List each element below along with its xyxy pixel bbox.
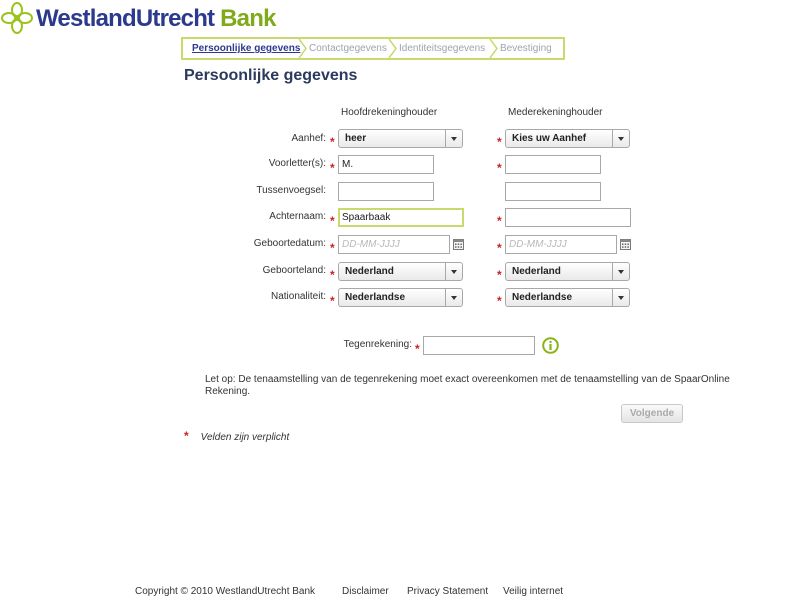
required-marker: *	[330, 135, 335, 149]
footer-privacy-link[interactable]: Privacy Statement	[407, 586, 489, 597]
achternaam-main-input[interactable]: Spaarbaak	[338, 208, 464, 227]
geboortedatum-co-placeholder: DD-MM-JJJJ	[509, 239, 567, 250]
tegenrekening-note: Let op: De tenaamstelling van de tegenrekening moet exact overeenkomen met de tenaamstelling van de SpaarOnline Rekening.	[205, 374, 730, 397]
calendar-icon[interactable]	[620, 239, 631, 250]
step-separator-icon	[297, 39, 307, 58]
required-marker: *	[330, 294, 335, 308]
step-persoonlijke-gegevens[interactable]: Persoonlijke gegevens	[192, 43, 301, 54]
required-marker: *	[497, 294, 502, 308]
geboortedatum-co-input[interactable]	[505, 235, 617, 254]
geboorteland-main-select[interactable]	[338, 262, 463, 281]
required-marker: *	[497, 161, 502, 175]
chevron-down-icon	[445, 289, 462, 306]
required-marker: *	[330, 268, 335, 282]
tussenvoegsel-main-input[interactable]	[338, 182, 434, 201]
chevron-down-icon	[445, 263, 462, 280]
nationaliteit-co-select[interactable]	[505, 288, 630, 307]
brand-logo[interactable]	[0, 3, 276, 33]
required-fields-text: Velden zijn verplicht	[200, 432, 290, 443]
progress-steps	[181, 37, 565, 60]
nationaliteit-co-value: Nederlandse	[512, 292, 573, 303]
achternaam-co-input[interactable]	[505, 208, 631, 227]
aanhef-label: Aanhef:	[291, 133, 326, 144]
footer-copyright: Copyright © 2010 WestlandUtrecht Bank	[135, 586, 316, 597]
achternaam-label: Achternaam:	[269, 211, 326, 222]
brand-name-main: WestlandUtrecht	[36, 5, 215, 32]
geboorteland-label: Geboorteland:	[262, 265, 326, 276]
footer-disclaimer-link[interactable]: Disclaimer	[342, 586, 389, 597]
calendar-icon[interactable]	[453, 239, 464, 250]
step-separator-icon	[488, 39, 498, 58]
geboorteland-co-select[interactable]	[505, 262, 630, 281]
required-marker: *	[497, 268, 502, 282]
aanhef-main-value: heer	[345, 133, 367, 144]
required-marker: *	[330, 161, 335, 175]
tussenvoegsel-label: Tussenvoegsel:	[256, 185, 326, 196]
next-button[interactable]: Volgende	[621, 404, 683, 423]
nationaliteit-main-select[interactable]	[338, 288, 463, 307]
page-title: Persoonlijke gegevens	[184, 67, 358, 84]
step-bevestiging: Bevestiging	[500, 43, 552, 54]
required-marker: *	[497, 241, 502, 255]
footer-safe-internet-link[interactable]: Veilig internet	[503, 586, 564, 597]
nationaliteit-label: Nationaliteit:	[270, 291, 326, 302]
step-separator-icon	[387, 39, 397, 58]
chevron-down-icon	[612, 289, 629, 306]
chevron-down-icon	[445, 130, 462, 147]
flower-logo-icon	[0, 1, 34, 35]
aanhef-co-select[interactable]	[505, 129, 630, 148]
tegenrekening-input[interactable]	[423, 336, 535, 355]
column-heading-co: Mederekeninghouder	[508, 107, 603, 118]
voorletters-label: Voorletter(s):	[268, 158, 326, 169]
step-contactgegevens: Contactgegevens	[309, 43, 387, 54]
required-marker: *	[497, 214, 502, 228]
required-marker: *	[415, 342, 420, 356]
geboortedatum-label: Geboortedatum:	[253, 238, 326, 249]
geboortedatum-main-placeholder: DD-MM-JJJJ	[342, 239, 400, 250]
tussenvoegsel-co-input[interactable]	[505, 182, 601, 201]
geboorteland-main-value: Nederland	[345, 266, 394, 277]
aanhef-main-select[interactable]	[338, 129, 463, 148]
required-marker: *	[184, 429, 189, 443]
required-fields-note	[184, 429, 289, 443]
step-identiteitsgegevens: Identiteitsgegevens	[399, 43, 486, 54]
brand-name-suffix: Bank	[220, 5, 276, 32]
tegenrekening-label: Tegenrekening:	[343, 339, 412, 350]
chevron-down-icon	[612, 263, 629, 280]
aanhef-co-value: Kies uw Aanhef	[512, 133, 587, 144]
voorletters-co-input[interactable]	[505, 155, 601, 174]
required-marker: *	[497, 135, 502, 149]
voorletters-main-input[interactable]: M.	[338, 155, 434, 174]
required-marker: *	[330, 241, 335, 255]
geboorteland-co-value: Nederland	[512, 266, 561, 277]
column-heading-main: Hoofdrekeninghouder	[341, 107, 438, 118]
required-marker: *	[330, 214, 335, 228]
info-icon[interactable]	[542, 337, 559, 354]
geboortedatum-main-input[interactable]	[338, 235, 450, 254]
chevron-down-icon	[612, 130, 629, 147]
nationaliteit-main-value: Nederlandse	[345, 292, 406, 303]
brand-name	[36, 5, 276, 33]
